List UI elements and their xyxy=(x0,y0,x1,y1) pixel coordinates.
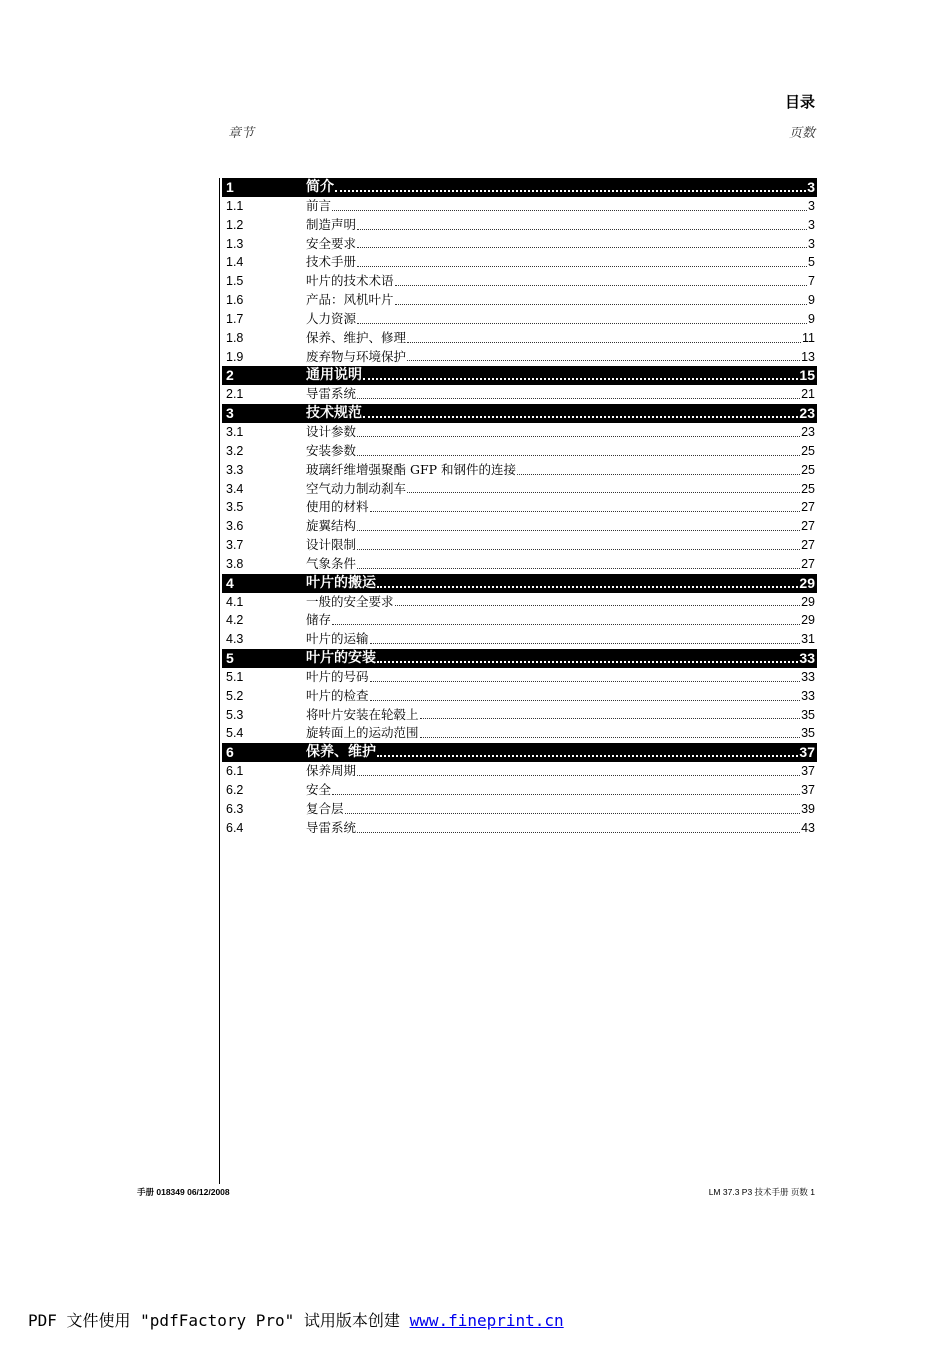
toc-page-number: 43 xyxy=(801,820,815,835)
toc-leader-dots xyxy=(332,781,800,800)
toc-entry xyxy=(306,517,815,536)
toc-number: 1.9 xyxy=(226,349,244,364)
toc-title: 简介 xyxy=(306,179,334,195)
toc-entry xyxy=(306,781,815,800)
toc-number: 6.2 xyxy=(226,783,244,797)
toc-leader-dots xyxy=(363,404,798,423)
toc-page-number: 5 xyxy=(808,255,815,270)
toc-leader-dots xyxy=(395,593,801,612)
toc-leader-dots xyxy=(357,385,800,404)
toc-entry xyxy=(306,423,815,442)
toc-leader-dots xyxy=(357,442,800,461)
toc-page-number: 39 xyxy=(801,801,815,816)
toc-number: 5.1 xyxy=(226,669,244,684)
toc-entry xyxy=(306,178,815,197)
toc-section-row[interactable] xyxy=(222,555,817,574)
toc-number: 1.3 xyxy=(226,236,244,251)
toc-number: 3.5 xyxy=(226,500,244,515)
toc-chapter-row[interactable] xyxy=(222,649,817,668)
pdf-note-text: PDF 文件使用 "pdfFactory Pro" 试用版本创建 xyxy=(28,1311,410,1330)
toc-title: 导雷系统 xyxy=(306,386,357,402)
toc-entry xyxy=(306,385,815,404)
toc-chapter-row[interactable] xyxy=(222,366,817,385)
toc-entry xyxy=(306,329,815,348)
margin-rule xyxy=(219,178,220,1184)
toc-number: 1.5 xyxy=(226,274,244,289)
toc-chapter-row[interactable] xyxy=(222,743,817,762)
toc-title: 保养周期 xyxy=(306,763,357,779)
toc-leader-dots xyxy=(357,517,800,536)
toc-title: 将叶片安装在轮毂上 xyxy=(306,706,419,722)
toc-leader-dots xyxy=(370,630,801,649)
toc-entry xyxy=(306,235,815,254)
toc-section-row[interactable] xyxy=(222,310,817,329)
toc-section-row[interactable] xyxy=(222,498,817,517)
toc-entry xyxy=(306,348,815,367)
toc-leader-dots xyxy=(395,291,808,310)
toc-entry xyxy=(306,253,815,272)
toc-title: 保养、维护、修理 xyxy=(306,329,407,345)
toc-title: 保养、维护 xyxy=(306,744,376,761)
toc-leader-dots xyxy=(370,668,801,687)
toc-entry xyxy=(306,649,815,668)
toc-section-row[interactable] xyxy=(222,197,817,216)
toc-leader-dots xyxy=(357,423,800,442)
toc-leader-dots xyxy=(357,235,807,254)
toc-entry xyxy=(306,216,815,235)
toc-leader-dots xyxy=(357,253,807,272)
toc-section-row[interactable] xyxy=(222,348,817,367)
toc-page-number: 33 xyxy=(801,669,815,684)
toc-title: 使用的材料 xyxy=(306,499,369,515)
toc-page-number: 37 xyxy=(801,764,815,779)
toc-section-row[interactable] xyxy=(222,762,817,781)
toc-page-number: 21 xyxy=(801,387,815,402)
toc-title: 产品：风机叶片 xyxy=(306,292,394,308)
toc-page-number: 7 xyxy=(808,274,815,289)
toc-number: 3.3 xyxy=(226,462,244,477)
toc-page-number: 35 xyxy=(801,707,815,722)
toc-number: 1.7 xyxy=(226,311,244,326)
toc-leader-dots xyxy=(332,611,800,630)
toc-page-number: 33 xyxy=(801,688,815,703)
toc-page-number: 29 xyxy=(801,594,815,609)
toc-title: 设计限制 xyxy=(306,537,357,553)
toc-number: 3.7 xyxy=(226,538,244,553)
toc-entry xyxy=(306,480,815,499)
toc-number: 3.8 xyxy=(226,556,244,571)
toc-number: 4 xyxy=(226,574,234,591)
toc-number: 5.3 xyxy=(226,707,244,722)
toc-number: 1 xyxy=(226,179,234,195)
toc-section-row[interactable] xyxy=(222,291,817,310)
toc-section-row[interactable] xyxy=(222,235,817,254)
toc-entry xyxy=(306,630,815,649)
toc-page-number: 11 xyxy=(802,330,815,345)
toc-title: 空气动力制动刹车 xyxy=(306,480,407,496)
toc-number: 5 xyxy=(226,650,234,667)
toc-number: 3.4 xyxy=(226,481,244,496)
toc-entry xyxy=(306,197,815,216)
toc-section-row[interactable] xyxy=(222,272,817,291)
toc-entry xyxy=(306,366,815,385)
toc-entry xyxy=(306,724,815,743)
toc-number: 3.6 xyxy=(226,519,244,534)
toc-section-row[interactable] xyxy=(222,687,817,706)
toc-number: 6.4 xyxy=(226,820,244,835)
toc-page-number: 29 xyxy=(801,613,815,628)
toc-title: 叶片的安装 xyxy=(306,650,376,667)
footer-page-info: LM 37.3 P3 技术手册 页数 1 xyxy=(708,1187,815,1197)
toc-title: 技术规范 xyxy=(306,405,362,422)
toc-page-number: 3 xyxy=(808,236,815,251)
toc-page-number: 23 xyxy=(799,405,815,422)
chapter-column-header: 章节 xyxy=(228,126,255,141)
toc-leader-dots xyxy=(407,329,801,348)
toc-title: 安全 xyxy=(306,782,332,797)
toc-number: 6 xyxy=(226,744,234,761)
toc-entry xyxy=(306,687,815,706)
toc-page-number: 15 xyxy=(799,367,815,384)
toc-page-number: 3 xyxy=(807,179,815,195)
toc-leader-dots xyxy=(377,743,798,762)
toc-page-number: 37 xyxy=(799,744,815,761)
toc-entry xyxy=(306,668,815,687)
toc-entry xyxy=(306,593,815,612)
toc-entry xyxy=(306,574,815,593)
toc-title: 叶片的运输 xyxy=(306,631,369,647)
toc-title: 前言 xyxy=(306,197,332,213)
toc-section-row[interactable] xyxy=(222,423,817,442)
toc-page-number: 37 xyxy=(801,783,815,797)
toc-page-number: 27 xyxy=(801,519,815,534)
toc-section-row[interactable] xyxy=(222,442,817,461)
toc-leader-dots xyxy=(370,687,801,706)
toc-leader-dots xyxy=(407,348,800,367)
toc-page-number: 25 xyxy=(801,481,815,496)
toc-number: 5.2 xyxy=(226,688,244,703)
toc-title: 复合层 xyxy=(306,800,344,816)
toc-number: 3.1 xyxy=(226,424,244,439)
toc-section-row[interactable] xyxy=(222,385,817,404)
toc-chapter-row[interactable] xyxy=(222,404,817,423)
toc-section-row[interactable] xyxy=(222,253,817,272)
toc-leader-dots xyxy=(363,366,798,385)
toc-page-number: 29 xyxy=(799,574,815,591)
toc-chapter-row[interactable] xyxy=(222,178,817,197)
toc-section-row[interactable] xyxy=(222,800,817,819)
toc-section-row[interactable] xyxy=(222,480,817,499)
toc-page-number: 9 xyxy=(808,293,815,308)
toc-leader-dots xyxy=(345,800,801,819)
toc-leader-dots xyxy=(357,819,800,838)
toc-entry xyxy=(306,800,815,819)
toc-number: 3.2 xyxy=(226,443,244,458)
toc-leader-dots xyxy=(332,197,807,216)
toc-number: 1.6 xyxy=(226,293,244,308)
toc-leader-dots xyxy=(357,310,807,329)
toc-page-number: 25 xyxy=(801,462,815,477)
toc-title: 旋转面上的运动范围 xyxy=(306,725,419,741)
toc-chapter-row[interactable] xyxy=(222,574,817,593)
toc-entry xyxy=(306,461,815,480)
toc-page-number: 3 xyxy=(808,217,815,232)
toc-title: 叶片的技术术语 xyxy=(306,273,394,289)
toc-section-row[interactable] xyxy=(222,517,817,536)
toc-number: 1.1 xyxy=(226,198,244,213)
toc-number: 5.4 xyxy=(226,726,244,741)
toc-number: 1.4 xyxy=(226,255,244,270)
toc-section-row[interactable] xyxy=(222,216,817,235)
toc-number: 4.1 xyxy=(226,594,244,609)
pdf-creator-note xyxy=(28,1308,564,1331)
toc-number: 6.1 xyxy=(226,764,244,779)
toc-leader-dots xyxy=(377,649,798,668)
toc-entry xyxy=(306,442,815,461)
page-column-header: 页数 xyxy=(788,126,815,141)
toc-title: 一般的安全要求 xyxy=(306,593,394,609)
toc-number: 3 xyxy=(226,405,234,422)
toc-number: 2.1 xyxy=(226,387,244,402)
toc-title: 安全要求 xyxy=(306,235,357,251)
toc-title: 人力资源 xyxy=(306,310,357,326)
toc-page-number: 13 xyxy=(801,349,815,364)
toc-entry xyxy=(306,819,815,838)
toc-leader-dots xyxy=(357,555,800,574)
toc-page-number: 27 xyxy=(801,556,815,571)
toc-section-row[interactable] xyxy=(222,819,817,838)
toc-title: 制造声明 xyxy=(306,216,357,232)
page-title: 目录 xyxy=(784,94,815,111)
toc-page-number: 9 xyxy=(808,311,815,326)
toc-leader-dots xyxy=(335,178,806,197)
table-of-contents xyxy=(222,178,817,838)
toc-leader-dots xyxy=(407,480,800,499)
toc-title: 旋翼结构 xyxy=(306,518,357,534)
toc-section-row[interactable] xyxy=(222,706,817,725)
toc-section-row[interactable] xyxy=(222,630,817,649)
toc-leader-dots xyxy=(357,216,807,235)
toc-page-number: 35 xyxy=(801,726,815,741)
toc-leader-dots xyxy=(420,706,801,725)
toc-entry xyxy=(306,762,815,781)
toc-leader-dots xyxy=(357,536,800,555)
toc-leader-dots xyxy=(517,461,800,480)
toc-number: 4.3 xyxy=(226,632,244,647)
toc-section-row[interactable] xyxy=(222,781,817,800)
toc-title: 叶片的号码 xyxy=(306,668,369,684)
toc-leader-dots xyxy=(377,574,798,593)
toc-page-number: 31 xyxy=(801,632,815,647)
toc-entry xyxy=(306,536,815,555)
toc-section-row[interactable] xyxy=(222,611,817,630)
toc-entry xyxy=(306,291,815,310)
toc-entry xyxy=(306,555,815,574)
toc-page-number: 23 xyxy=(801,424,815,439)
toc-entry xyxy=(306,272,815,291)
toc-entry xyxy=(306,611,815,630)
toc-section-row[interactable] xyxy=(222,724,817,743)
toc-number: 2 xyxy=(226,367,234,384)
toc-title: 废弃物与环境保护 xyxy=(306,348,407,364)
toc-title: 技术手册 xyxy=(306,254,357,270)
toc-title: 叶片的搬运 xyxy=(306,574,376,591)
fineprint-link[interactable]: www.fineprint.cn xyxy=(409,1311,564,1330)
toc-entry xyxy=(306,743,815,762)
toc-number: 1.2 xyxy=(226,217,244,232)
toc-entry xyxy=(306,706,815,725)
toc-title: 安装参数 xyxy=(306,442,357,458)
toc-section-row[interactable] xyxy=(222,593,817,612)
toc-page-number: 33 xyxy=(799,650,815,667)
toc-leader-dots xyxy=(370,498,801,517)
toc-leader-dots xyxy=(357,762,800,781)
toc-title: 玻璃纤维增强聚酯 GFP 和钢件的连接 xyxy=(306,461,517,477)
toc-section-row[interactable] xyxy=(222,461,817,480)
toc-leader-dots xyxy=(395,272,808,291)
toc-title: 气象条件 xyxy=(306,555,357,571)
toc-section-row[interactable] xyxy=(222,668,817,687)
toc-number: 1.8 xyxy=(226,330,244,345)
toc-title: 导雷系统 xyxy=(306,819,357,835)
toc-title: 设计参数 xyxy=(306,423,357,439)
toc-title: 储存 xyxy=(306,612,332,628)
toc-entry xyxy=(306,404,815,423)
toc-section-row[interactable] xyxy=(222,536,817,555)
toc-page-number: 27 xyxy=(801,538,815,553)
toc-entry xyxy=(306,310,815,329)
toc-page-number: 3 xyxy=(808,198,815,213)
toc-page-number: 25 xyxy=(801,443,815,458)
toc-page-number: 27 xyxy=(801,500,815,515)
toc-section-row[interactable] xyxy=(222,329,817,348)
footer-manual-info: 手册 018349 06/12/2008 xyxy=(137,1187,230,1197)
toc-entry xyxy=(306,498,815,517)
toc-number: 4.2 xyxy=(226,613,244,628)
toc-leader-dots xyxy=(420,724,801,743)
toc-number: 6.3 xyxy=(226,801,244,816)
toc-title: 通用说明 xyxy=(306,367,362,384)
toc-title: 叶片的检查 xyxy=(306,687,369,703)
